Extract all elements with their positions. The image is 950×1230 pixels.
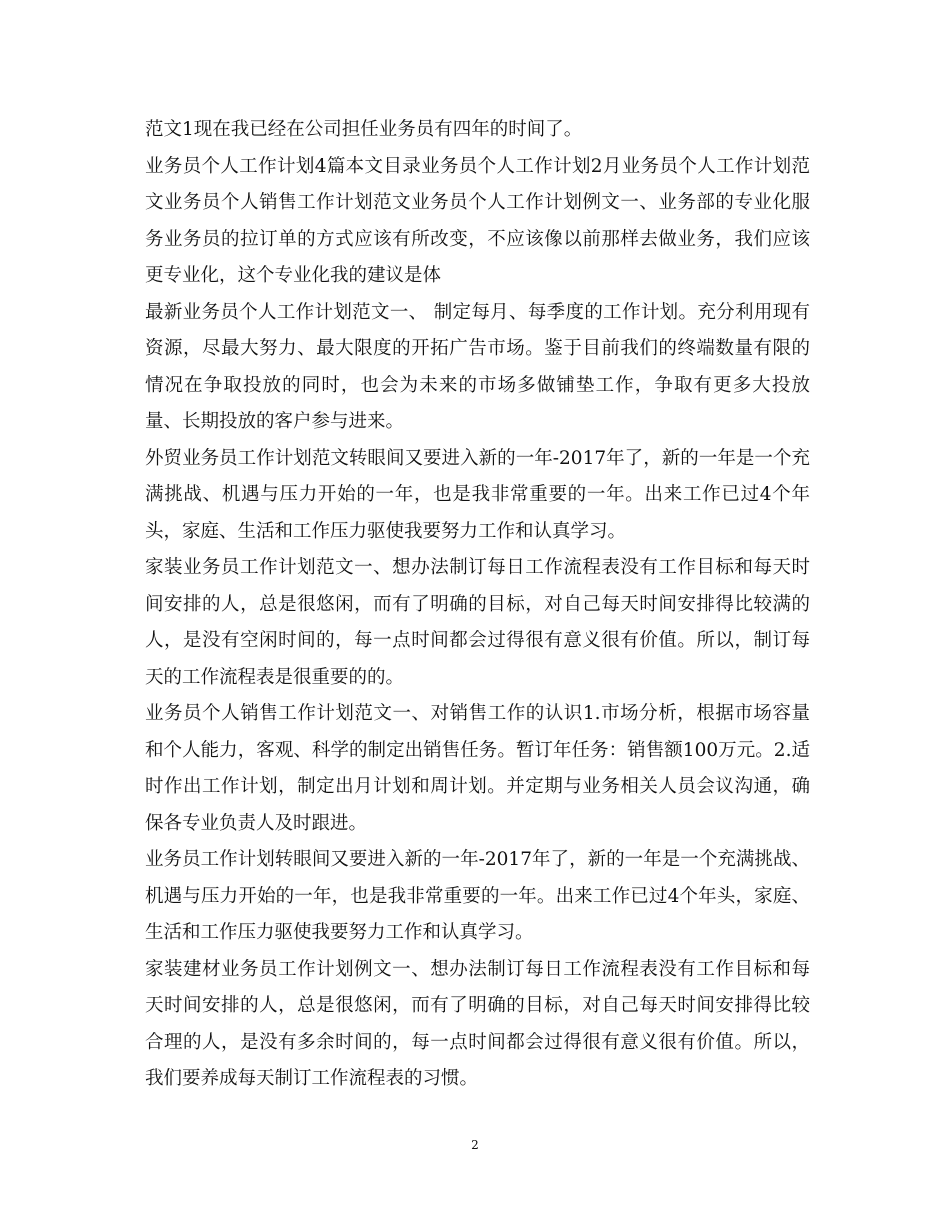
paragraph: 家装业务员工作计划范文一、想办法制订每日工作流程表没有工作目标和每天时间安排的人，总是很悠闲，而有了明确的目标，对自己每天时间安排得比较满的人，是没有空闲时间的，每一点时间都会过得很有意义很有价值。所以，制订每天的工作流程表是很重要的的。: [145, 557, 810, 688]
paragraph: 家装建材业务员工作计划例文一、想办法制订每日工作流程表没有工作目标和每天时间安排的人，总是很悠闲，而有了明确的目标，对自己每天时间安排得比较合理的人，是没有多余时间的，每一点时间都会过得很有意义很有价值。所以，我们要养成每天制订工作流程表的习惯。: [145, 958, 810, 1089]
paragraph: 业务员个人工作计划4篇本文目录业务员个人工作计划2月业务员个人工作计划范文业务员个人销售工作计划范文业务员个人工作计划例文一、业务部的专业化服务业务员的拉订单的方式应该有所改变，不应该像以前那样去做业务，我们应该更专业化，这个专业化我的建议是体: [145, 155, 810, 286]
page-number: 2: [471, 1138, 479, 1152]
paragraph: 最新业务员个人工作计划范文一、 制定每月、每季度的工作计划。充分利用现有资源，尽最大努力、最大限度的开拓广告市场。鉴于目前我们的终端数量有限的情况在争取投放的同时，也会为未来的市场多做铺垫工作，争取有更多大投放量、长期投放的客户参与进来。: [145, 301, 810, 432]
document-body: [145, 112, 810, 1098]
paragraph: 外贸业务员工作计划范文转眼间又要进入新的一年-2017年了，新的一年是一个充满挑战、机遇与压力开始的一年，也是我非常重要的一年。出来工作已过4个年头，家庭、生活和工作压力驱使我要努力工作和认真学习。: [145, 447, 810, 542]
paragraph: 范文1现在我已经在公司担任业务员有四年的时间了。: [145, 119, 583, 140]
paragraph: 业务员个人销售工作计划范文一、对销售工作的认识1.市场分析，根据市场容量和个人能力，客观、科学的制定出销售任务。暂订年任务：销售额100万元。2.适时作出工作计划，制定出月计划和周计划。并定期与业务相关人员会议沟通，确保各专业负责人及时跟进。: [145, 703, 810, 834]
paragraph: 业务员工作计划转眼间又要进入新的一年-2017年了，新的一年是一个充满挑战、机遇与压力开始的一年，也是我非常重要的一年。出来工作已过4个年头，家庭、生活和工作压力驱使我要努力工作和认真学习。: [145, 849, 810, 943]
